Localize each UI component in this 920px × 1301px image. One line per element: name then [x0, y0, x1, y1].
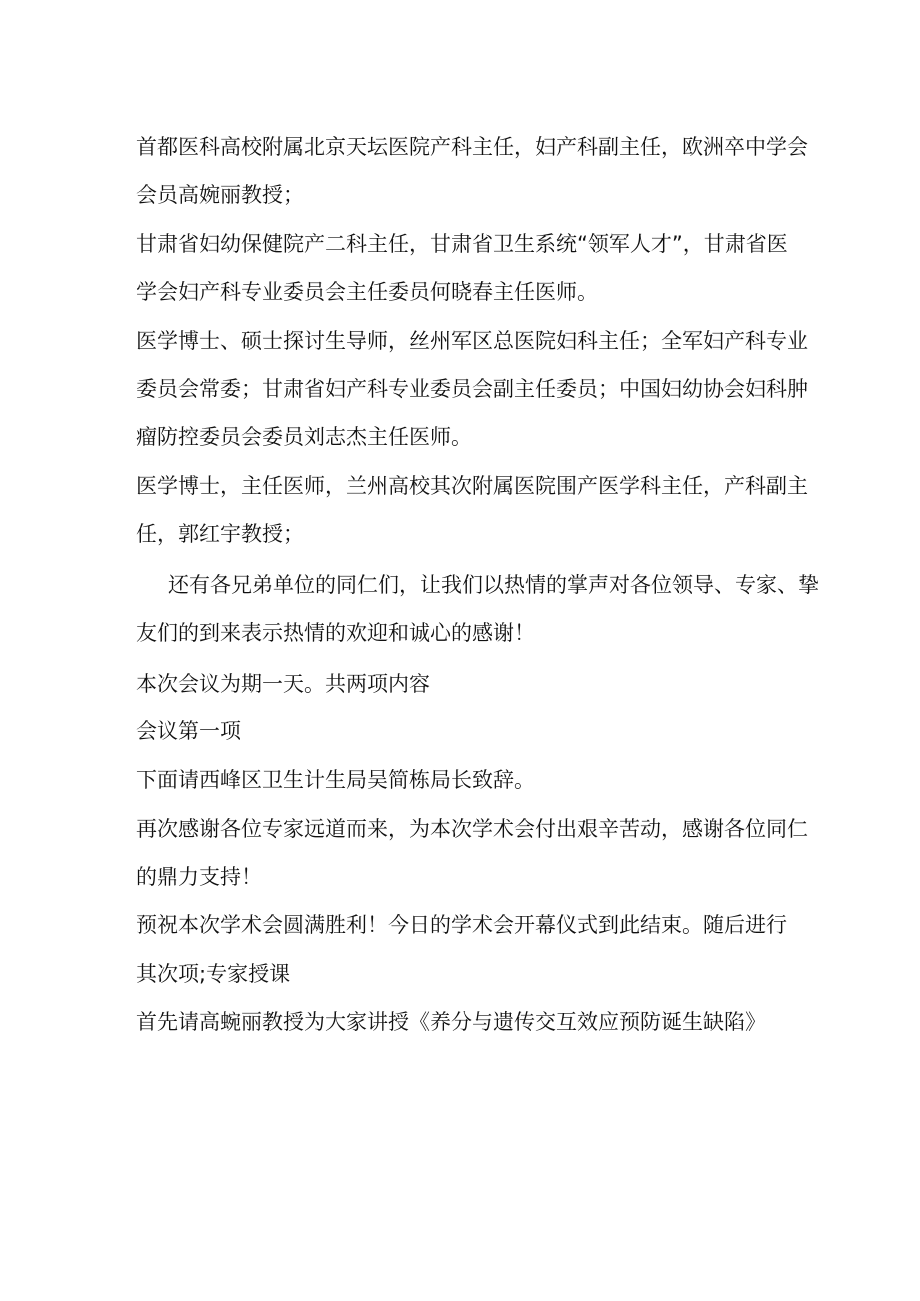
text-line-11: 友们的到来表示热情的欢迎和诚心的感谢！	[136, 621, 535, 645]
text-line-18: 其次项;专家授课	[136, 962, 291, 986]
text-line-2: 会员高婉丽教授；	[136, 183, 304, 207]
text-line-6: 委员会常委；甘肃省妇产科专业委员会副主任委员；中国妇幼协会妇科肿	[136, 377, 808, 401]
text-line-7: 瘤防控委员会委员刘志杰主任医师。	[136, 425, 472, 449]
text-line-5: 医学博士、硕士探讨生导师，丝州军区总医院妇科主任；全军妇产科专业	[136, 329, 808, 353]
text-line-16: 的鼎力支持！	[136, 865, 262, 889]
text-line-15: 再次感谢各位专家远道而来，为本次学术会付出艰辛苦动，感谢各位同仁	[136, 817, 808, 841]
text-line-3: 甘肃省妇幼保健院产二科主任，甘肃省卫生系统“领军人才”，甘肃省医	[136, 232, 788, 256]
text-line-13: 会议第一项	[136, 719, 241, 743]
text-line-17: 预祝本次学术会圆满胜利！今日的学术会开幕仪式到此结束。随后进行	[136, 913, 787, 937]
text-line-8: 医学博士，主任医师，兰州高校其次附属医院围产医学科主任，产科副主	[136, 474, 808, 498]
text-line-4: 学会妇产科专业委员会主任委员何晓春主任医师。	[136, 280, 598, 304]
text-line-9: 任，郭红宇教授；	[136, 522, 304, 546]
text-line-10: 还有各兄弟单位的同仁们，让我们以热情的掌声对各位领导、专家、挚	[168, 573, 819, 597]
text-line-14: 下面请西峰区卫生计生局吴简栋局长致辞。	[136, 768, 535, 792]
text-line-1: 首都医科高校附属北京天坛医院产科主任，妇产科副主任，欧洲卒中学会	[136, 135, 808, 159]
text-line-19: 首先请高蜿丽教授为大家讲授《养分与遗传交互效应预防诞生缺陷》	[136, 1010, 766, 1034]
text-line-12: 本次会议为期一天。共两项内容	[136, 672, 430, 696]
